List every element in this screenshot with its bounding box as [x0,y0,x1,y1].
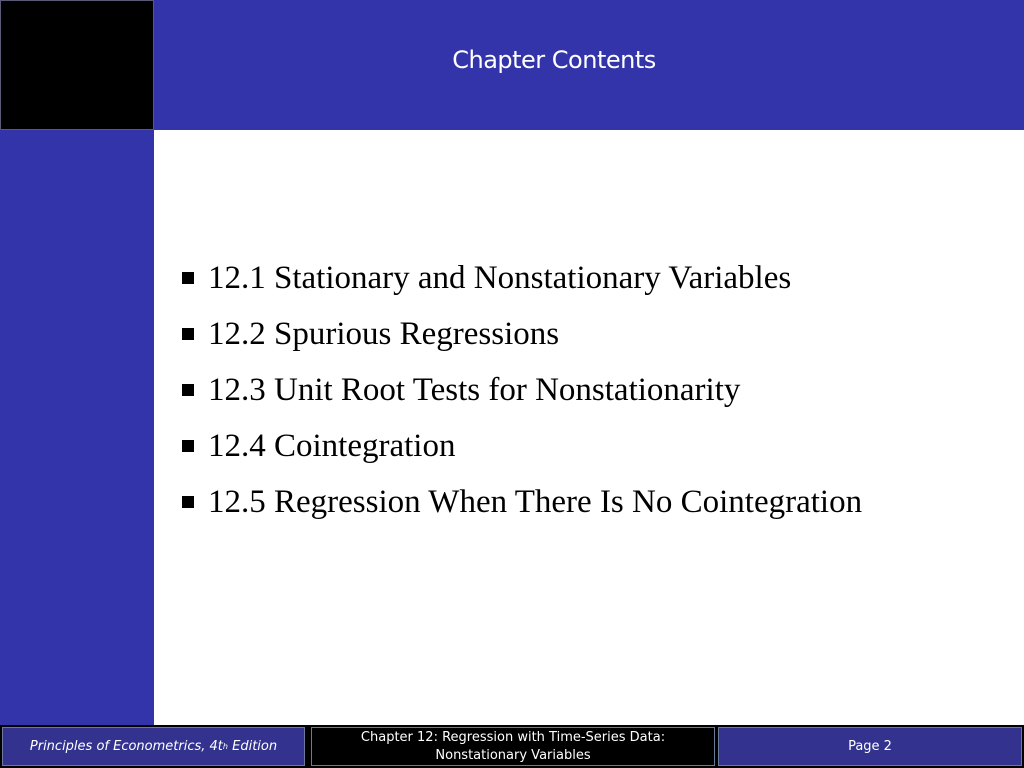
list-item [180,474,1020,530]
list-item-label: 12.5 Regression When There Is No Cointegration [208,483,863,520]
list-item [180,362,1020,418]
list-item-label: 12.2 Spurious Regressions [208,315,560,352]
list-item [180,418,1020,474]
footer-book-title [2,727,305,766]
square-bullet-icon [182,440,194,452]
list-item-label: 12.1 Stationary and Nonstationary Variables [208,259,792,296]
list-item [180,306,1020,362]
square-bullet-icon [182,272,194,284]
contents-list [180,250,1020,530]
chapter-line-2: Nonstationary Variables [435,747,591,763]
square-bullet-icon [182,328,194,340]
book-title-suffix: Edition [227,739,278,754]
book-title-superscript: h [222,742,228,751]
corner-box [0,0,154,130]
book-title-prefix: Principles of Econometrics, 4t [29,739,223,754]
footer-page-number: Page 2 [718,727,1022,766]
slide-title: Chapter Contents [452,46,656,74]
square-bullet-icon [182,496,194,508]
list-item-label: 12.4 Cointegration [208,427,456,464]
list-item [180,250,1020,306]
footer [0,725,1024,768]
list-item-label: 12.3 Unit Root Tests for Nonstationarity [208,371,741,408]
footer-chapter [311,727,715,766]
chapter-line-1: Chapter 12: Regression with Time-Series Data: [360,729,666,745]
square-bullet-icon [182,384,194,396]
